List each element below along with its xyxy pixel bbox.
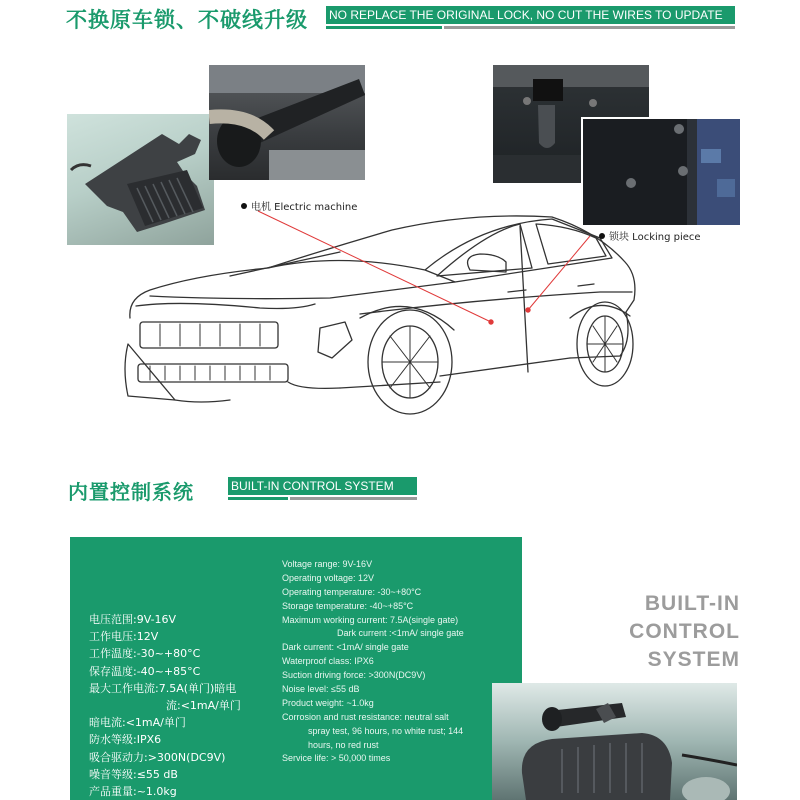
section2-title-en: BUILT-IN CONTROL SYSTEM [228, 477, 417, 495]
spec-item: Dark current :<1mA/ single gate [337, 628, 464, 639]
spec-item: Operating voltage: 12V [282, 572, 375, 583]
spec-item: 工作温度:-30~+80°C [89, 647, 201, 661]
spec-item: 暗电流:<1mA/单门 [89, 716, 186, 730]
spec-item: 电压范围:9V-16V [89, 613, 177, 626]
spec-item: spray test, 96 hours, no white rust; 144 [308, 725, 464, 736]
spec-item: Dark current: <1mA/ single gate [282, 642, 409, 653]
spec-item: Suction driving force: >300N(DC9V) [282, 670, 426, 681]
section1-title-en: NO REPLACE THE ORIGINAL LOCK, NO CUT THE WIRES TO UPDATE [326, 6, 735, 24]
spec-item: Corrosion and rust resistance: neutral salt [282, 711, 449, 722]
spec-item: Storage temperature: -40~+85°C [282, 600, 414, 611]
title-underline-gray [290, 497, 417, 500]
spec-item: 最大工作电流:7.5A(单门)暗电 [89, 681, 237, 695]
bullet-dot-icon [241, 203, 247, 209]
spec-item: Operating temperature: -30~+80°C [282, 586, 422, 597]
section1-title-zh: 不换原车锁、不破线升级 [66, 8, 308, 32]
spec-item: 产品重量:~1.0kg [89, 784, 177, 798]
bullet-dot-icon [599, 233, 605, 239]
module-photo [492, 683, 737, 800]
label-electric-machine: 电机 Electric machine [241, 198, 357, 213]
spec-item: 工作电压:12V [89, 630, 159, 644]
spec-item: Maximum working current: 7.5A(single gate) [282, 614, 459, 625]
spec-item: 流:<1mA/单门 [166, 698, 241, 712]
side-title: BUILT-IN CONTROL SYSTEM [629, 592, 740, 671]
spec-item: Waterproof class: IPX6 [282, 656, 374, 667]
spec-item: 吸合驱动力:>300N(DC9V) [89, 750, 226, 764]
spec-list-zh [89, 611, 241, 800]
spec-list-en [282, 558, 464, 766]
spec-item: hours, no red rust [308, 739, 379, 750]
title-underline-green [228, 497, 288, 500]
spec-item: Noise level: ≤55 dB [282, 684, 360, 695]
spec-item: Voltage range: 9V-16V [282, 559, 373, 569]
spec-item: Product weight: ~1.0kg [282, 697, 374, 708]
section2-title-zh: 内置控制系统 [68, 480, 194, 504]
spec-item: 噪音等级:≤55 dB [89, 767, 178, 781]
spec-item: Service life: > 50,000 times [282, 753, 391, 764]
spec-item: 防水等级:IPX6 [89, 733, 162, 747]
spec-item: 保存温度:-40~+85°C [89, 664, 201, 678]
label-locking-piece: 锁块 Locking piece [599, 228, 701, 243]
